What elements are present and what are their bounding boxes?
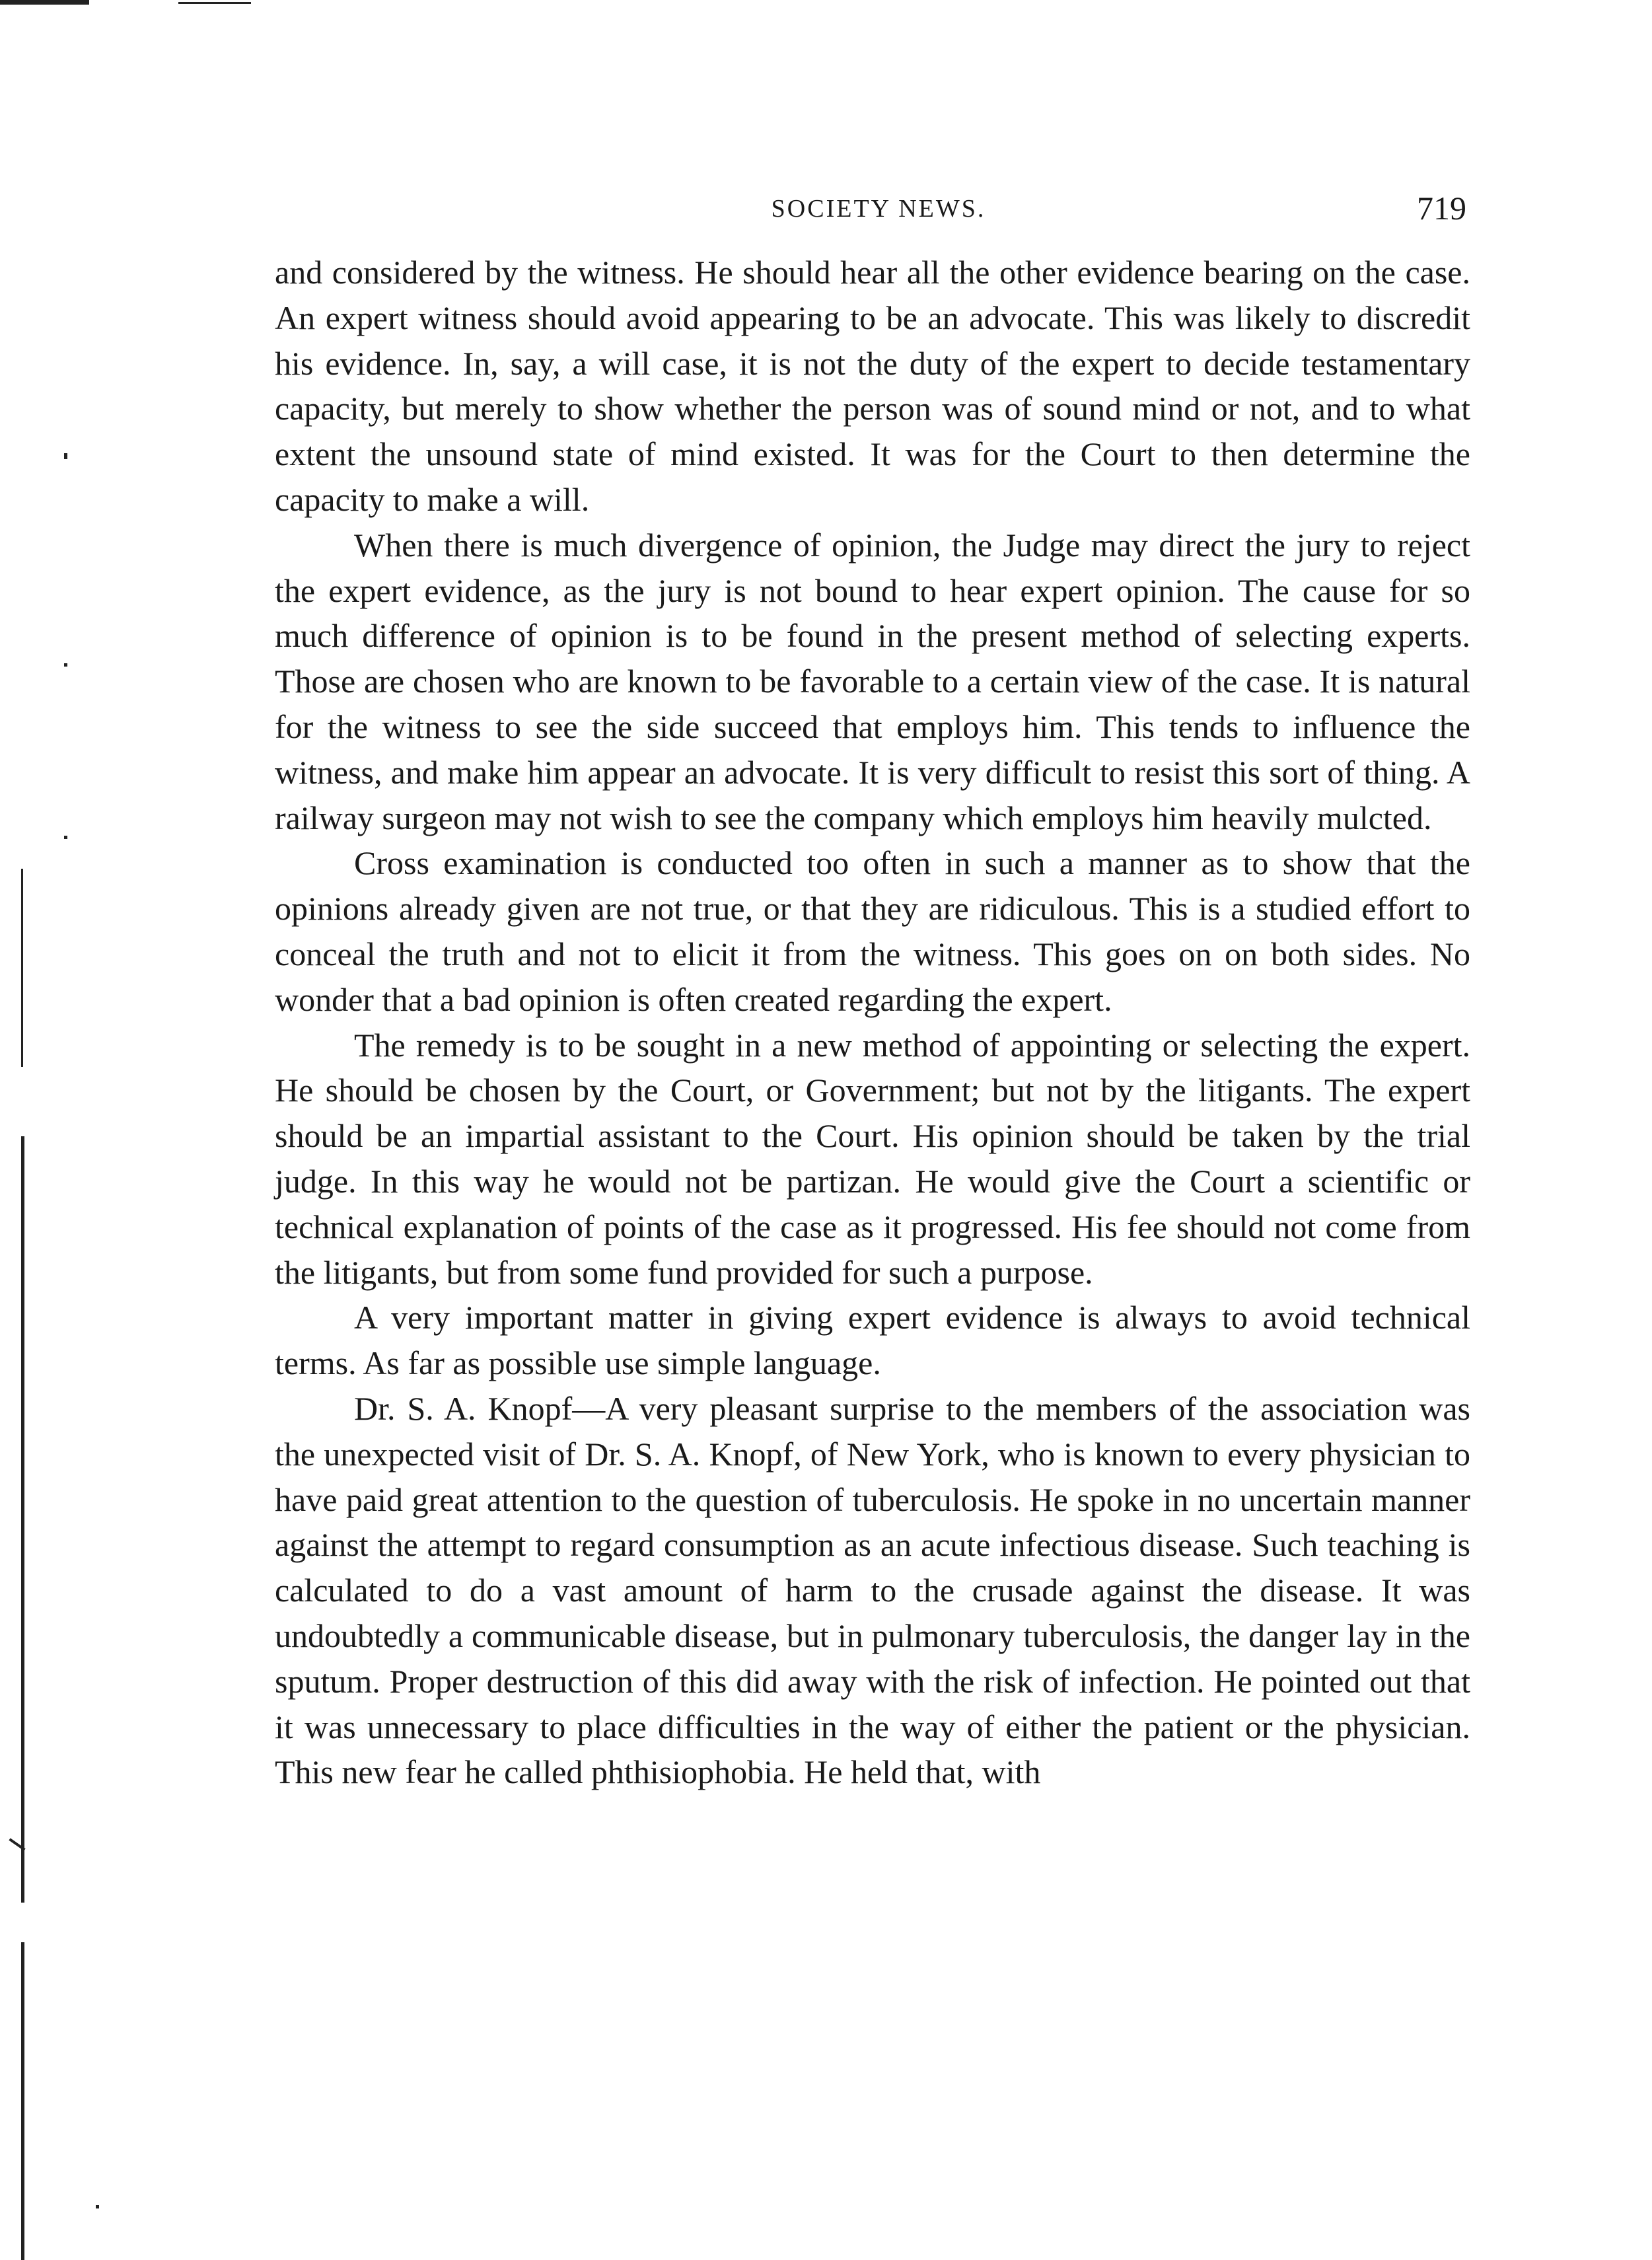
scan-artifact-left-rule-1 bbox=[21, 869, 23, 1067]
paragraph-cross-examination: Cross examination is conducted too often in such a manner as to show that the opinions already given are not true, or that they are ridiculous. This is a studied effort to conceal the truth and not to elicit it from the witness. This goes on on both sides. No wonder that a bad opinion is often created regarding the expert. bbox=[275, 844, 1470, 1018]
page-header bbox=[277, 189, 1480, 235]
scan-artifact-top-left bbox=[0, 0, 89, 5]
scan-artifact-left-dot-4 bbox=[96, 2205, 99, 2208]
page-number: 719 bbox=[1417, 190, 1466, 227]
scan-artifact-left-dot-2 bbox=[64, 663, 67, 667]
scan-artifact-left-rule-2 bbox=[21, 1136, 24, 1903]
paragraph-technical-terms: A very important matter in giving expert evidence is always to avoid technical terms. As far as possible use simple language. bbox=[275, 1299, 1470, 1382]
running-head: SOCIETY NEWS. bbox=[771, 195, 986, 223]
scan-artifact-left-dot-3 bbox=[64, 836, 67, 839]
body-text bbox=[275, 250, 1470, 1795]
paragraph-dr-knopf: Dr. S. A. Knopf—A very pleasant surprise to the members of the association was the unexpected visit of Dr. S. A. Knopf, of New York, who is known to every physician to have paid great attention to the question of tuberculosis. He spoke in no uncertain manner against the attempt to regard consumption as an acute infectious disease. Such teaching is calculated to do a vast amount of harm to the crusade against the disease. It was undoubtedly a communicable disease, but in pulmonary tuberculosis, the danger lay in the sputum. Proper destruction of this did away with the risk of infection. He pointed out that it was unnecessary to place difficulties in the way of either the patient or the physician. This new fear he called phthisiophobia. He held that, with bbox=[275, 1389, 1470, 1791]
paragraph-remedy: The remedy is to be sought in a new method of appointing or selecting the expert. He should be chosen by the Court, or Government; but not by the litigants. The expert should be an impartial assistant to the Court. His opinion should be taken by the trial judge. In this way he would not be partizan. He would give the Court a scientific or technical explanation of points of the case as it progressed. His fee should not come from the litigants, but from some fund provided for such a purpose. bbox=[275, 1026, 1470, 1291]
scan-artifact-left-dot-1 bbox=[64, 453, 67, 459]
scan-artifact-left-rule-3 bbox=[21, 1942, 24, 2260]
scan-artifact-top-dash bbox=[178, 2, 251, 4]
paragraph-divergence-of-opinion: When there is much divergence of opinion, the Judge may direct the jury to reject the expert evidence, as the jury is not bound to hear expert opinion. The cause for so much difference of opinion is to be found in the present method of selecting experts. Those are chosen who are known to be favorable to a certain view of the case. It is natural for the witness to see the side succeed that employs him. This tends to influence the witness, and make him appear an advocate. It is very difficult to resist this sort of thing. A railway surgeon may not wish to see the company which employs him heavily mulcted. bbox=[275, 526, 1470, 836]
paragraph-expert-witness-conduct: and considered by the witness. He should hear all the other evidence bearing on the case. An expert witness should avoid appearing to be an advocate. This was likely to discredit his evidence. In, say, a will case, it is not the duty of the expert to decide testamentary capacity, but merely to show whether the person was of sound mind or not, and to what extent the unsound state of mind existed. It was for the Court to then determine the capacity to make a will. bbox=[275, 254, 1470, 518]
